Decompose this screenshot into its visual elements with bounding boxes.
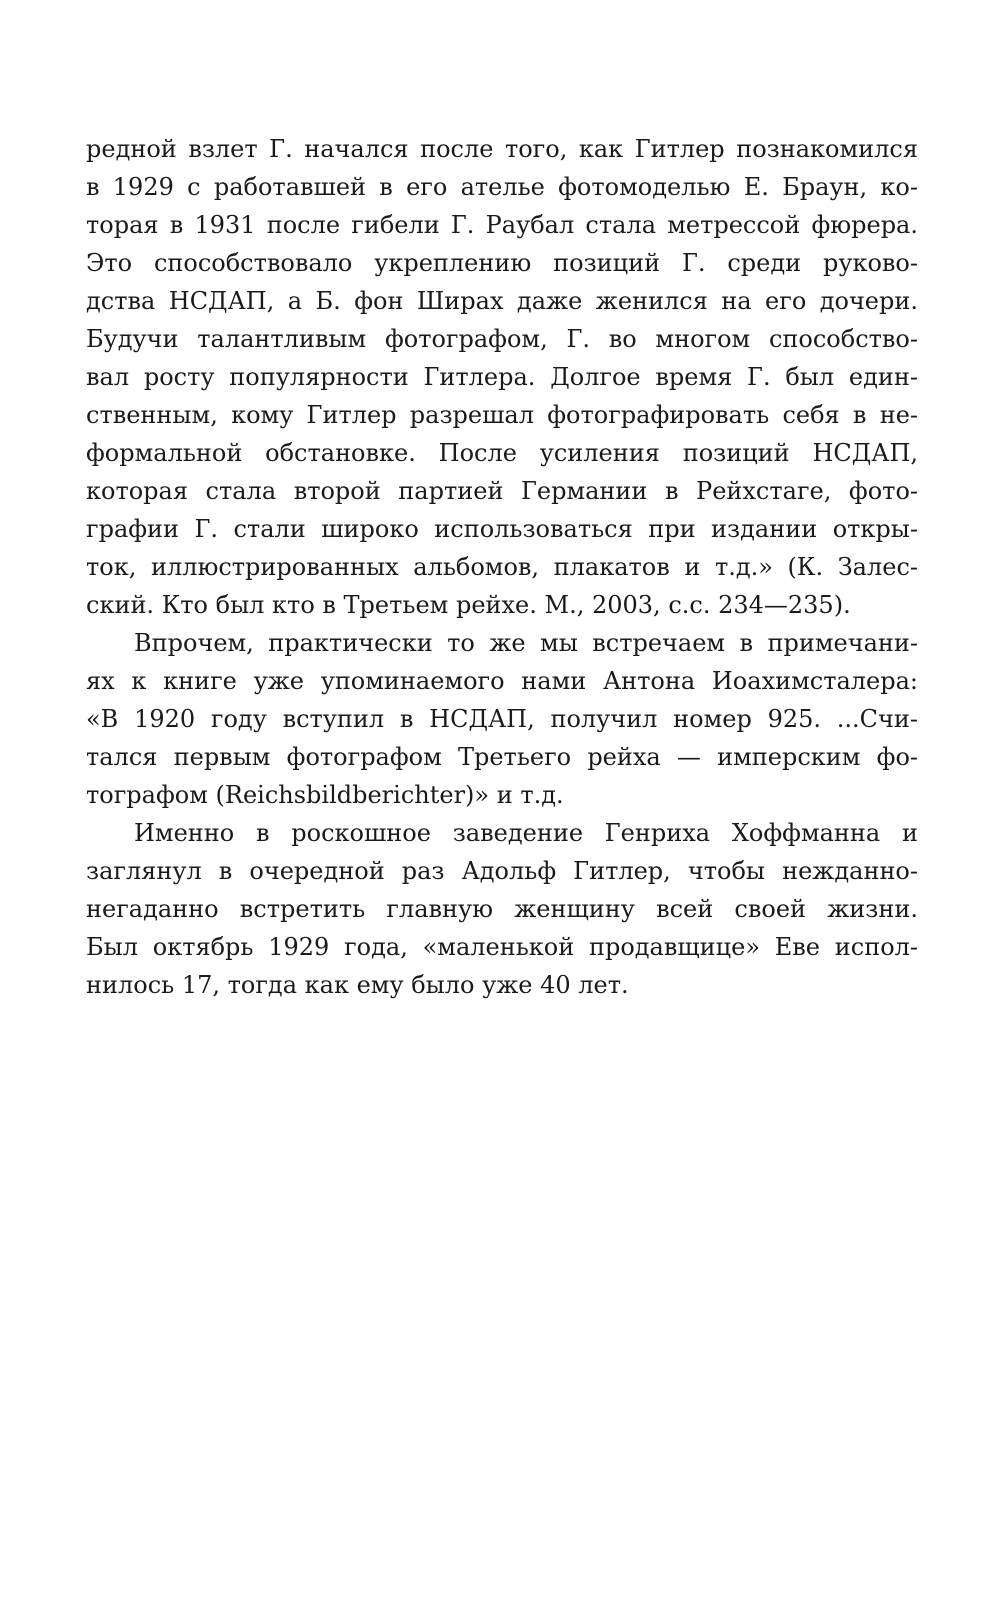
- text-line: Впрочем, практически то же мы встречаем в примечани-: [134, 629, 918, 657]
- text-line: Это способствовало укреплению позиций Г. среди руково-: [86, 249, 918, 277]
- text-line: графии Г. стали широко использоваться при издании откры-: [86, 515, 918, 543]
- paragraph-3: [86, 814, 918, 1004]
- text-line: ток, иллюстрированных альбомов, плакатов и т.д.» (К. Залес-: [86, 553, 918, 581]
- text-line: заглянул в очередной раз Адольф Гитлер, чтобы нежданно-: [86, 857, 918, 885]
- text-line: ях к книге уже упоминаемого нами Антона Иоахимсталера:: [86, 667, 918, 695]
- text-line: нилось 17, тогда как ему было уже 40 лет.: [86, 971, 629, 999]
- text-line: Был октябрь 1929 года, «маленькой продавщице» Еве испол-: [86, 933, 918, 961]
- text-line: ственным, кому Гитлер разрешал фотографировать себя в не-: [86, 401, 918, 429]
- text-line: редной взлет Г. начался после того, как Гитлер познакомился: [86, 135, 918, 163]
- paragraph-1: [86, 130, 918, 624]
- text-line: тографом (Reichsbildberichter)» и т.д.: [86, 781, 564, 809]
- text-line: торая в 1931 после гибели Г. Раубал стала метрессой фюрера.: [86, 211, 918, 239]
- text-line: которая стала второй партией Германии в Рейхстаге, фото-: [86, 477, 918, 505]
- text-line: тался первым фотографом Третьего рейха — имперским фо-: [86, 743, 918, 771]
- text-line: формальной обстановке. После усиления позиций НСДАП,: [86, 439, 918, 467]
- text-line: Именно в роскошное заведение Генриха Хоффманна и: [134, 819, 918, 847]
- paragraph-2: [86, 624, 918, 814]
- body-text: [86, 130, 918, 1004]
- text-line: негаданно встретить главную женщину всей своей жизни.: [86, 895, 918, 923]
- text-line: дства НСДАП, а Б. фон Ширах даже женился на его дочери.: [86, 287, 918, 315]
- text-line: вал росту популярности Гитлера. Долгое время Г. был един-: [86, 363, 918, 391]
- text-line: Будучи талантливым фотографом, Г. во многом способство-: [86, 325, 918, 353]
- text-line: ский. Кто был кто в Третьем рейхе. М., 2003, с.с. 234—235).: [86, 591, 851, 619]
- text-line: «В 1920 году вступил в НСДАП, получил номер 925. ...Счи-: [86, 705, 918, 733]
- text-line: в 1929 с работавшей в его ателье фотомоделью Е. Браун, ко-: [86, 173, 918, 201]
